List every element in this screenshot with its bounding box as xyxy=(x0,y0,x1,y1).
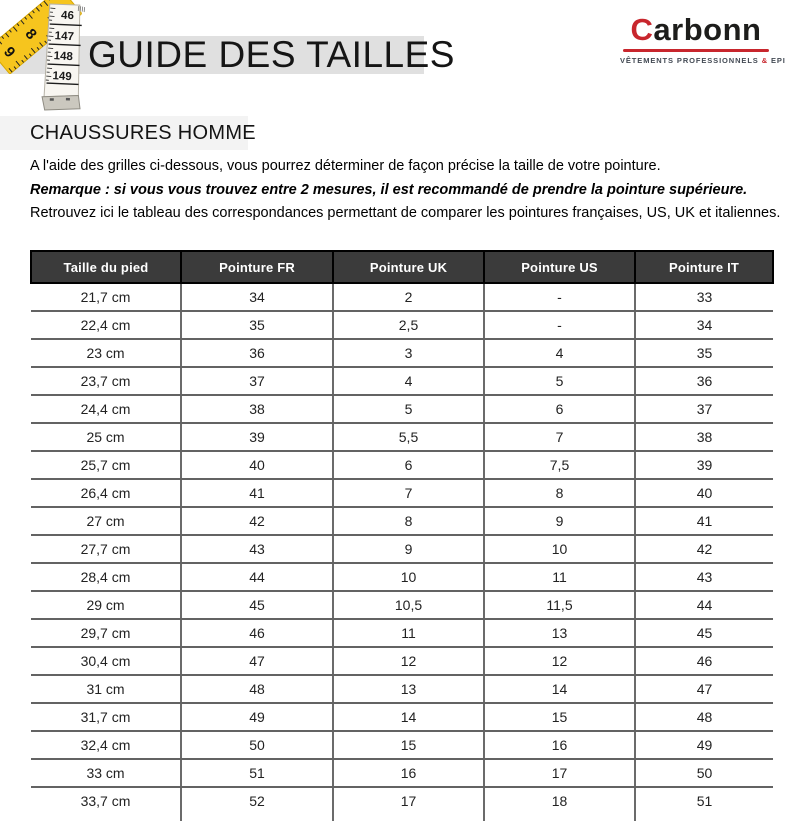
table-header-row xyxy=(31,251,773,283)
table-cell: 46 xyxy=(181,619,333,647)
table-row xyxy=(31,591,773,619)
table-header xyxy=(31,251,773,283)
table-cell: 25 cm xyxy=(31,423,181,451)
table-cell: 50 xyxy=(635,759,773,787)
table-cell: 10,5 xyxy=(333,591,484,619)
table-cell: - xyxy=(484,283,635,311)
spacer-cell xyxy=(31,814,181,821)
table-cell: 25,7 cm xyxy=(31,451,181,479)
tape-number: 8 xyxy=(21,25,40,44)
table-cell: 35 xyxy=(635,339,773,367)
table-cell: 45 xyxy=(181,591,333,619)
table-cell: 16 xyxy=(333,759,484,787)
table-cell: 33 cm xyxy=(31,759,181,787)
logo-underline xyxy=(623,49,769,52)
table-cell: 12 xyxy=(484,647,635,675)
table-cell: 40 xyxy=(181,451,333,479)
table-row xyxy=(31,759,773,787)
table-cell: 32,4 cm xyxy=(31,731,181,759)
table-cell: 11 xyxy=(484,563,635,591)
table-row xyxy=(31,563,773,591)
table-cell: 39 xyxy=(181,423,333,451)
table-cell: 7,5 xyxy=(484,451,635,479)
table-cell: 6 xyxy=(333,451,484,479)
page-title: GUIDE DES TAILLES xyxy=(88,34,455,75)
table-cell: 47 xyxy=(635,675,773,703)
table-cell: 29 cm xyxy=(31,591,181,619)
table-row xyxy=(31,787,773,814)
tape-number: 147 xyxy=(54,30,75,44)
table-cell: 2 xyxy=(333,283,484,311)
table-cell: 42 xyxy=(181,507,333,535)
table-cell: 46 xyxy=(635,647,773,675)
table-cell: 15 xyxy=(484,703,635,731)
table-cell: 48 xyxy=(181,675,333,703)
section-heading-label: CHAUSSURES HOMME xyxy=(30,122,256,144)
table-row xyxy=(31,647,773,675)
table-cell: 7 xyxy=(484,423,635,451)
table-cell: 29,7 cm xyxy=(31,619,181,647)
table-row xyxy=(31,703,773,731)
column-header: Pointure US xyxy=(484,251,635,283)
table-cell: 9 xyxy=(484,507,635,535)
table-cell: 48 xyxy=(635,703,773,731)
table-cell: 8 xyxy=(484,479,635,507)
table-cell: 44 xyxy=(635,591,773,619)
table-cell: 10 xyxy=(484,535,635,563)
table-cell: 38 xyxy=(635,423,773,451)
spacer-cell xyxy=(484,814,635,821)
table-row xyxy=(31,535,773,563)
table-row xyxy=(31,451,773,479)
table-cell: 38 xyxy=(181,395,333,423)
table-cell: 5 xyxy=(484,367,635,395)
brand-rest: arbonn xyxy=(653,12,762,47)
table-cell: 23 cm xyxy=(31,339,181,367)
spacer-cell xyxy=(635,814,773,821)
table-cell: 28,4 cm xyxy=(31,563,181,591)
tape-number: 149 xyxy=(52,70,72,84)
brand-tagline: VÊTEMENTS PROFESSIONNELS & EPI xyxy=(620,55,786,65)
table-cell: 37 xyxy=(181,367,333,395)
table-row xyxy=(31,675,773,703)
table-cell: 12 xyxy=(333,647,484,675)
table-cell: 11,5 xyxy=(484,591,635,619)
table-cell: 33 xyxy=(635,283,773,311)
intro-line-3: Retrouvez ici le tableau des correspondances permettant de comparer les pointures françaises, US, UK et italiennes. xyxy=(30,205,781,221)
table-cell: 41 xyxy=(181,479,333,507)
table-cell: 6 xyxy=(484,395,635,423)
table-cell: 21,7 cm xyxy=(31,283,181,311)
table-cell: 44 xyxy=(181,563,333,591)
table-cell: 15 xyxy=(333,731,484,759)
table-cell: 17 xyxy=(484,759,635,787)
table-cell: 11 xyxy=(333,619,484,647)
tape-number: 148 xyxy=(53,50,74,64)
table-cell: 2,5 xyxy=(333,311,484,339)
table-cell: 4 xyxy=(333,367,484,395)
table-cell: 27 cm xyxy=(31,507,181,535)
section-heading xyxy=(0,116,256,150)
table-row xyxy=(31,395,773,423)
table-cell: 5,5 xyxy=(333,423,484,451)
table-cell: - xyxy=(484,311,635,339)
table-row xyxy=(31,479,773,507)
table-cell: 31,7 cm xyxy=(31,703,181,731)
intro-note: Remarque : si vous vous trouvez entre 2 mesures, il est recommandé de prendre la pointure supérieure. xyxy=(30,181,748,198)
table-cell: 14 xyxy=(484,675,635,703)
table-cell: 49 xyxy=(181,703,333,731)
table-row xyxy=(31,311,773,339)
table-cell: 3 xyxy=(333,339,484,367)
intro-line-1: A l'aide des grilles ci-dessous, vous pourrez déterminer de façon précise la taille de votre pointure. xyxy=(30,158,661,174)
table-cell: 51 xyxy=(181,759,333,787)
table-cell: 27,7 cm xyxy=(31,535,181,563)
table-cell: 43 xyxy=(181,535,333,563)
size-conversion-table xyxy=(30,250,774,821)
table-cell: 51 xyxy=(635,787,773,814)
table-cell: 33,7 cm xyxy=(31,787,181,814)
table-row xyxy=(31,367,773,395)
column-header: Pointure UK xyxy=(333,251,484,283)
table-cell: 34 xyxy=(635,311,773,339)
table-row xyxy=(31,339,773,367)
tape-number: 9 xyxy=(0,43,19,62)
table-cell: 9 xyxy=(333,535,484,563)
brand-name xyxy=(620,14,772,47)
table-cell: 23,7 cm xyxy=(31,367,181,395)
tape-number: 46 xyxy=(60,9,75,23)
table-row xyxy=(31,731,773,759)
table-cell: 50 xyxy=(181,731,333,759)
table-bottom-spacer xyxy=(31,814,773,821)
brand-initial: C xyxy=(630,12,654,47)
measuring-tape-image xyxy=(0,0,94,112)
table-cell: 49 xyxy=(635,731,773,759)
column-header: Taille du pied xyxy=(31,251,181,283)
table-cell: 52 xyxy=(181,787,333,814)
brand-logo xyxy=(620,12,786,65)
table-cell: 36 xyxy=(635,367,773,395)
table-cell: 30,4 cm xyxy=(31,647,181,675)
table-cell: 4 xyxy=(484,339,635,367)
table-cell: 36 xyxy=(181,339,333,367)
table-cell: 22,4 cm xyxy=(31,311,181,339)
table-cell: 16 xyxy=(484,731,635,759)
table-cell: 43 xyxy=(635,563,773,591)
table-cell: 24,4 cm xyxy=(31,395,181,423)
table-cell: 13 xyxy=(333,675,484,703)
table-cell: 34 xyxy=(181,283,333,311)
table-cell: 47 xyxy=(181,647,333,675)
table-cell: 14 xyxy=(333,703,484,731)
intro-text xyxy=(30,158,781,230)
table-cell: 26,4 cm xyxy=(31,479,181,507)
table-cell: 5 xyxy=(333,395,484,423)
table-cell: 45 xyxy=(635,619,773,647)
table-cell: 42 xyxy=(635,535,773,563)
table-row xyxy=(31,507,773,535)
table-cell: 10 xyxy=(333,563,484,591)
table-cell: 13 xyxy=(484,619,635,647)
table-row xyxy=(31,283,773,311)
table-cell: 37 xyxy=(635,395,773,423)
table-cell: 35 xyxy=(181,311,333,339)
table-body xyxy=(31,283,773,821)
spacer-cell xyxy=(181,814,333,821)
table-row xyxy=(31,423,773,451)
table-cell: 7 xyxy=(333,479,484,507)
column-header: Pointure FR xyxy=(181,251,333,283)
column-header: Pointure IT xyxy=(635,251,773,283)
table-cell: 31 cm xyxy=(31,675,181,703)
table-cell: 41 xyxy=(635,507,773,535)
table-cell: 39 xyxy=(635,451,773,479)
table-cell: 18 xyxy=(484,787,635,814)
table-row xyxy=(31,619,773,647)
tagline-ampersand: & xyxy=(761,55,769,65)
spacer-cell xyxy=(333,814,484,821)
table-cell: 40 xyxy=(635,479,773,507)
table-cell: 17 xyxy=(333,787,484,814)
table-cell: 8 xyxy=(333,507,484,535)
